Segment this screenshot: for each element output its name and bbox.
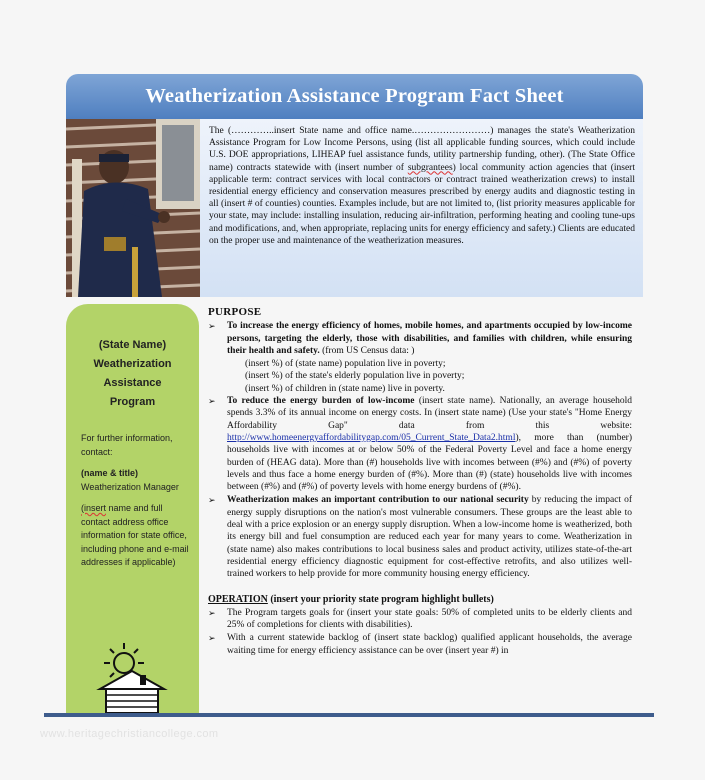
contact-name-title: (name & title) <box>81 468 139 478</box>
purpose-heading: PURPOSE <box>208 306 262 318</box>
operation-bullet-1-text: The Program targets goals for (insert your state goals: 50% of completed units to be elderly clients and 25% of completions for clients with disabilities). <box>227 607 632 631</box>
poverty-stat-3: (insert %) of children in (state name) live in poverty. <box>245 383 445 394</box>
weatherization-logo <box>94 641 170 715</box>
intro-text-2: ) local community action agencies that (insert applicable term: contract services with local contractors or contract trained weatherization crews) to install residential energy efficiency and conservation measures prescribed by energy audits and diagnostic testing in all (insert # of counties) counties. Examples include, but are not limited to, (list priority measures applicable for your state, may include: installing insulation, reducing air-infiltration, performing heating and cooling tune-ups and modifications, and, when appropriate, replacing units for energy efficiency and safety.) Clients are educated on the proper use and maintenance of the weatherization measures. <box>209 162 635 246</box>
purpose-bullet-2-text-b: ), more than (number) households live with incomes at or below 50% of the Federal Poverty Level and face a home energy burden of (HEAG data). More than (#) households live with incomes between (#%) and (#%) of poverty levels and thus face a home energy burden of (#%). More than (#) (state) households live with incomes between (#%) and (#%) of poverty levels with home energy burdens of (#%). <box>227 432 632 493</box>
purpose-bullet-1-text: (from US Census data: ) <box>319 345 415 356</box>
contact-address-insert: (insert <box>81 503 107 513</box>
sidebar-contact <box>81 432 193 578</box>
sidebar-title-line: Weatherization <box>93 358 172 370</box>
contact-name <box>81 467 193 494</box>
main-content <box>208 306 632 658</box>
purpose-bullet-2-bold: To reduce the energy burden of low-income <box>227 396 415 407</box>
purpose-bullet-2 <box>208 395 632 493</box>
purpose-bullet-1-bold: To increase the energy efficiency of homes, mobile homes, and apartments occupied by low-income persons, targeting the elderly, those with disabilities, and families with children, while ensuring their health and safety. <box>227 321 632 356</box>
intro-subgrantees: subgrantees <box>407 162 453 173</box>
contact-address <box>81 502 193 570</box>
operation-bullet-2-text: With a current statewide backlog of (insert state backlog) qualified applicant households, the average waiting time for energy efficiency assistance can be over (insert year #) in <box>227 633 632 656</box>
arrow-bullet-icon: ➢ <box>208 396 216 407</box>
purpose-bullet-3-text: by reducing the impact of energy supply disruptions on the nation's most vulnerable consumers. These groups are the least able to deal with a price explosion or an energy supply disruption. When a low-income home is weatherized, both its energy bill and fuel consumption are reduced each year for many years to come. Weatherization in (state name) also makes contributions to local business sales and product activity, utilizes state-of-the-art residential energy efficiency diagnostic equipment for cost-effective retrofits, and also utilizes well-trained workers to help provide for more community housing energy efficiency. <box>227 495 632 580</box>
contact-role: Weatherization Manager <box>81 481 179 492</box>
sidebar-panel <box>66 304 199 714</box>
operation-bullet-1 <box>208 607 632 632</box>
arrow-bullet-icon: ➢ <box>208 495 216 506</box>
worker-photo <box>66 119 200 297</box>
sidebar-title-line: Assistance <box>103 377 162 389</box>
operation-heading-rest: (insert your priority state program highlight bullets) <box>267 593 494 605</box>
watermark-text: www.heritagechristiancollege.com <box>40 728 219 740</box>
purpose-bullet-3 <box>208 494 632 580</box>
arrow-bullet-icon: ➢ <box>208 607 216 618</box>
purpose-bullet-3-bold: Weatherization makes an important contribution to our national security <box>227 495 529 506</box>
operation-heading <box>208 594 632 606</box>
poverty-stat-1: (insert %) of (state name) population live in poverty; <box>245 359 446 370</box>
arrow-bullet-icon: ➢ <box>208 321 216 332</box>
purpose-bullet-1 <box>208 320 632 357</box>
arrow-bullet-icon: ➢ <box>208 633 216 644</box>
intro-text-1: The (…………..insert State name and office name.……………………) manages the state's Weatherization Assistance Program for Low Income Persons, using (list all applicable funding sources, which could include U.S. DOE appropriations, LIHEAP fuel assistance funds, utility partnership funding, other). (The State Office name) contracts statewide with (insert number of <box>209 126 635 173</box>
sidebar-title-line: (State Name) <box>98 339 167 351</box>
contact-address-text: name and full contact address office information for state office, including phone and e-mail addresses if applicable) <box>81 503 189 567</box>
heag-link[interactable]: http://www.homeenergyaffordabilitygap.com/05_Current_State_Data2.html <box>227 432 516 443</box>
purpose-bullet-2-text-a: (insert state name). Nationally, an average household spends 3.3% of its annual income on energy costs. In (insert state name) (Use your state's "Home Energy Affordability Gap" data from this website: <box>227 396 632 431</box>
contact-label: For further information, contact: <box>81 433 173 457</box>
bottom-divider <box>44 713 654 717</box>
operation-bullet-2 <box>208 632 632 657</box>
intro-paragraph <box>200 119 643 297</box>
page-title: Weatherization Assistance Program Fact Sheet <box>66 74 643 119</box>
sidebar-title-line: Program <box>109 396 156 408</box>
sidebar-program-title <box>66 336 199 412</box>
poverty-stat-2: (insert %) of the state's elderly population live in poverty; <box>245 371 465 382</box>
operation-heading-label: OPERATION <box>208 593 268 605</box>
